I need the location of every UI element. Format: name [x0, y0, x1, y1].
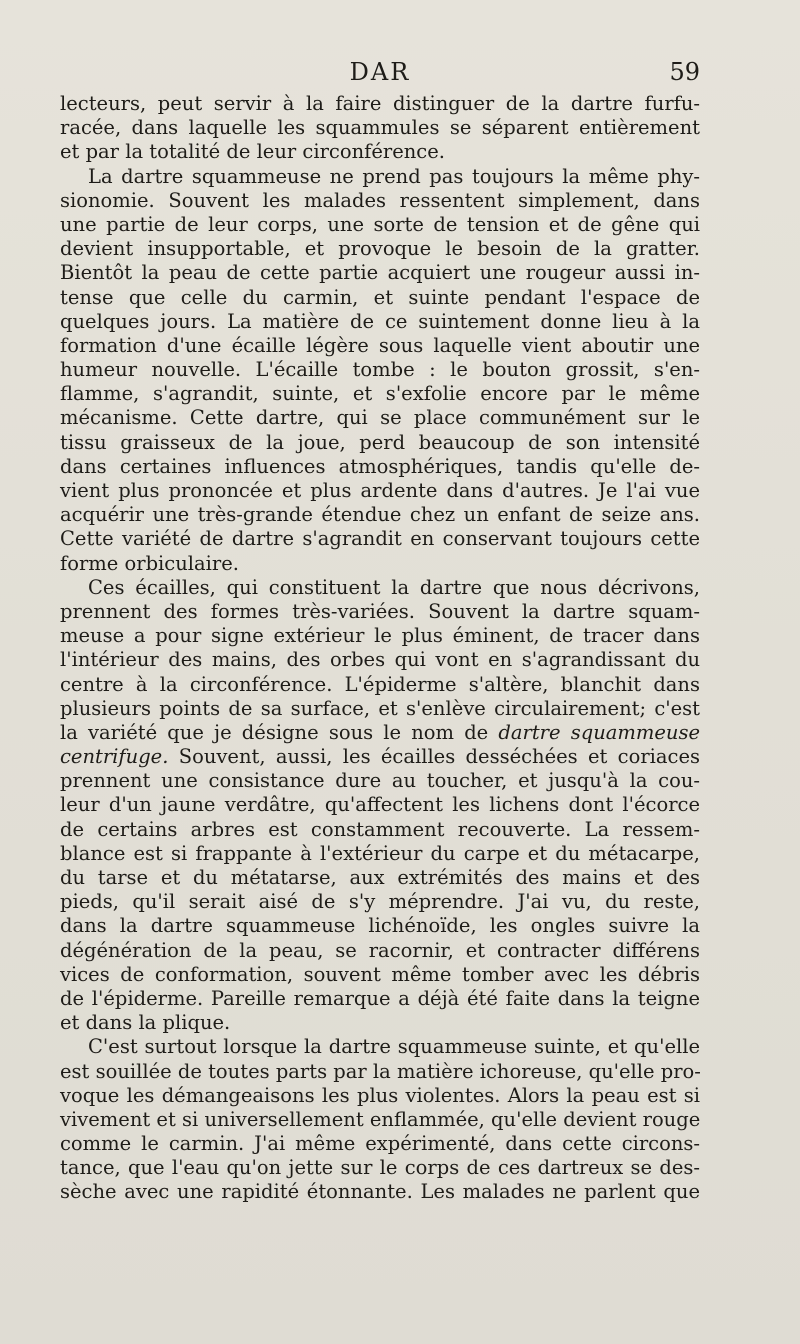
text-line: de l'épiderme. Pareille remarque a déjà été faite dans la teigne: [60, 986, 700, 1010]
page-header: [60, 54, 700, 90]
text-segment: Souvent, aussi, les écailles desséchées et coriaces: [168, 745, 700, 769]
text-line: sionomie. Souvent les malades ressentent simplement, dans: [60, 188, 700, 212]
text-line: racée, dans laquelle les squammules se séparent entièrement: [60, 116, 700, 140]
text-line: formation d'une écaille légère sous laquelle vient aboutir une: [60, 333, 700, 357]
text-line-with-italic: [60, 721, 700, 745]
text-line: tissu graisseux de la joue, perd beaucoup de son intensité: [60, 430, 700, 454]
text-line: [60, 745, 700, 769]
text-line: Cette variété de dartre s'agrandit en conservant toujours cette: [60, 527, 700, 551]
text-line: et par la totalité de leur circonférence.: [60, 140, 445, 164]
text-line: leur d'un jaune verdâtre, qu'affectent les lichens dont l'écorce: [60, 793, 700, 817]
text-line: vivement et si universellement enflammée, qu'elle devient rouge: [60, 1107, 701, 1131]
paragraph-2: [60, 165, 700, 576]
text-line: Ces écailles, qui constituent la dartre que nous décrivons,: [88, 575, 700, 599]
text-line: voque les démangeaisons les plus violentes. Alors la peau est si: [60, 1083, 700, 1107]
text-line: La dartre squammeuse ne prend pas toujours la même phy-: [88, 164, 700, 188]
text-line: devient insupportable, et provoque le besoin de la gratter.: [60, 237, 700, 261]
paragraph-3: [60, 576, 700, 1036]
text-line: et dans la plique.: [60, 1011, 231, 1035]
text-line: acquérir une très-grande étendue chez un enfant de seize ans.: [60, 503, 700, 527]
text-line: meuse a pour signe extérieur le plus éminent, de tracer dans: [60, 624, 700, 648]
body-text: [60, 92, 700, 1205]
text-line: de certains arbres est constamment recouverte. La ressem-: [60, 817, 700, 841]
text-line: flamme, s'agrandit, suinte, et s'exfolie encore par le même: [60, 382, 700, 406]
text-line: l'intérieur des mains, des orbes qui vont en s'agrandissant du: [60, 648, 700, 672]
paragraph-4: [60, 1035, 700, 1204]
text-line: dans la dartre squammeuse lichénoïde, les ongles suivre la: [60, 914, 700, 938]
paragraph-1: [60, 92, 700, 165]
italic-term-continuation: centrifuge.: [60, 745, 169, 769]
text-line: du tarse et du métatarse, aux extrémités des mains et des: [60, 866, 700, 889]
italic-term: dartre squammeuse: [498, 720, 701, 744]
text-line: humeur nouvelle. L'écaille tombe : le bouton grossit, s'en-: [60, 358, 700, 382]
text-line: C'est surtout lorsque la dartre squammeuse suinte, et qu'elle: [88, 1035, 700, 1059]
text-line: vient plus prononcée et plus ardente dans d'autres. Je l'ai vue: [60, 479, 700, 502]
text-line: Bientôt la peau de cette partie acquiert une rougeur aussi in-: [60, 261, 700, 285]
text-line: forme orbiculaire.: [60, 551, 239, 575]
text-line: prennent des formes très-variées. Souvent la dartre squam-: [60, 599, 700, 623]
running-head: DAR: [349, 58, 411, 86]
text-line: comme le carmin. J'ai même expérimenté, dans cette circons-: [60, 1132, 700, 1156]
text-line: sèche avec une rapidité étonnante. Les malades ne parlent que: [60, 1180, 700, 1204]
text-line: dégénération de la peau, se racornir, et contracter différens: [60, 938, 700, 962]
text-segment: la variété que je désigne sous le nom de: [60, 720, 489, 744]
text-line: tance, que l'eau qu'on jette sur le corps de ces dartreux se des-: [60, 1156, 700, 1180]
text-line: lecteurs, peut servir à la faire distinguer de la dartre furfu-: [60, 92, 700, 115]
page-number: 59: [669, 58, 700, 86]
text-line: mécanisme. Cette dartre, qui se place communément sur le: [60, 406, 700, 430]
text-line: quelques jours. La matière de ce suintement donne lieu à la: [60, 309, 700, 333]
text-line: prennent une consistance dure au toucher, et jusqu'à la cou-: [60, 769, 700, 793]
text-line: tense que celle du carmin, et suinte pendant l'espace de: [60, 285, 700, 309]
text-line: est souillée de toutes parts par la matière ichoreuse, qu'elle pro-: [60, 1059, 701, 1083]
text-line: plusieurs points de sa surface, et s'enlève circulairement; c'est: [60, 696, 700, 720]
text-line: dans certaines influences atmosphériques, tandis qu'elle de-: [60, 454, 700, 478]
text-line: blance est si frappante à l'extérieur du carpe et du métacarpe,: [60, 841, 700, 865]
text-line: une partie de leur corps, une sorte de tension et de gêne qui: [60, 212, 700, 236]
text-line: centre à la circonférence. L'épiderme s'altère, blanchit dans: [60, 672, 700, 696]
text-line: vices de conformation, souvent même tomber avec les débris: [60, 962, 700, 986]
text-line: pieds, qu'il serait aisé de s'y méprendre. J'ai vu, du reste,: [60, 890, 700, 914]
